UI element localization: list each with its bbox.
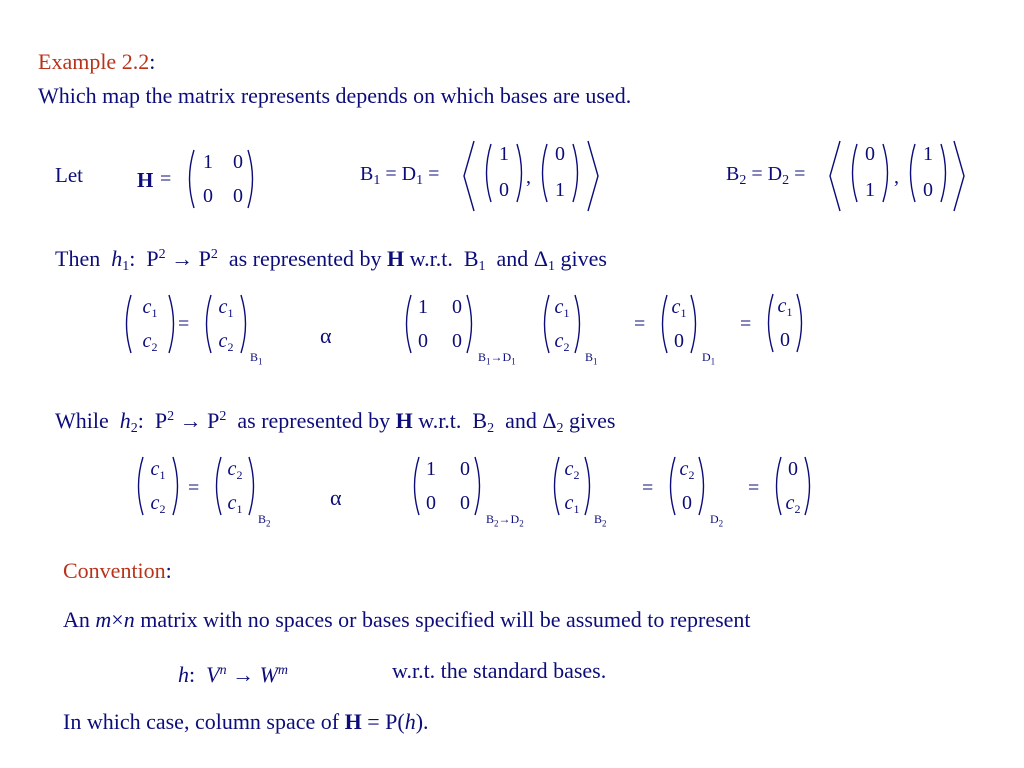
basis-label: $D_2$ bbox=[710, 512, 724, 529]
matrix-cell: $c_1$ bbox=[227, 492, 243, 516]
right-paren-icon bbox=[245, 148, 259, 210]
left-paren-icon bbox=[132, 455, 146, 517]
matrix-cell: $c_1$ bbox=[142, 296, 158, 320]
basis-label: $B_2$ bbox=[258, 512, 271, 529]
matrix-cell: $c_1$ bbox=[150, 458, 166, 482]
delta-symbol: Δ bbox=[542, 408, 557, 433]
let-label: Let bbox=[55, 163, 83, 187]
text: gives bbox=[569, 408, 616, 433]
arrow: → bbox=[232, 662, 255, 687]
D1-sub: 1 bbox=[416, 173, 424, 188]
W-sup: m bbox=[277, 663, 289, 678]
matrix-cell: 0 bbox=[780, 329, 790, 351]
right-paren-icon bbox=[570, 142, 584, 204]
convention-heading bbox=[63, 558, 172, 584]
matrix-cell: 0 bbox=[682, 492, 692, 514]
row2-mid-vector bbox=[210, 455, 260, 517]
right-paren-icon bbox=[464, 293, 478, 355]
arrow: → bbox=[179, 408, 202, 433]
matrix-cell: 0 bbox=[452, 296, 462, 318]
matrix-cell: 0 bbox=[923, 179, 933, 201]
equals-sign: = bbox=[748, 477, 760, 499]
example-colon: : bbox=[149, 49, 156, 74]
matrix-cell: $c_2$ bbox=[679, 458, 695, 482]
equals-sign: = bbox=[428, 163, 440, 185]
row2-result2 bbox=[770, 455, 816, 517]
equals-sign: = bbox=[188, 477, 200, 499]
B-symbol: B bbox=[472, 408, 488, 433]
h-symbol: h bbox=[178, 662, 189, 687]
equals-sign: = bbox=[634, 313, 646, 335]
matrix-cell: 0 bbox=[452, 330, 462, 352]
V-symbol: V bbox=[206, 662, 220, 687]
matrix-cell: $c_2$ bbox=[150, 492, 166, 516]
equals-sign: = bbox=[642, 477, 654, 499]
delta-sub: 1 bbox=[547, 259, 555, 274]
basis2-label bbox=[726, 163, 805, 192]
matrix-cell: 1 bbox=[555, 179, 565, 201]
matrix-cell: 0 bbox=[674, 330, 684, 352]
row1-result2 bbox=[762, 292, 808, 354]
matrix-cell: $c_1$ bbox=[564, 492, 580, 516]
example-title: Example 2.2 bbox=[38, 49, 150, 74]
right-paren-icon bbox=[170, 455, 184, 517]
example-heading bbox=[38, 49, 155, 75]
right-paren-icon bbox=[688, 293, 702, 355]
H-symbol: H bbox=[395, 408, 413, 433]
subtitle: Which map the matrix represents depends on which bases are used. bbox=[38, 83, 632, 108]
B-sub: 1 bbox=[478, 259, 486, 274]
row1-lhs-vector bbox=[120, 293, 180, 355]
matrix-cell: 1 bbox=[923, 143, 933, 165]
row1-mid-vector bbox=[200, 293, 252, 355]
row1-vector bbox=[538, 293, 586, 355]
matrix-cell: 0 bbox=[203, 185, 213, 207]
basis-label: $B_2$ bbox=[594, 512, 607, 529]
basis-label: $B_1$ bbox=[585, 350, 598, 367]
H-matrix bbox=[183, 148, 259, 210]
D2-letter: D bbox=[767, 163, 783, 185]
m-symbol: m bbox=[95, 607, 112, 632]
h-sub: 2 bbox=[130, 421, 138, 436]
colon: : bbox=[137, 408, 144, 433]
convention-colon: : bbox=[165, 558, 172, 583]
matrix-cell: 1 bbox=[865, 179, 875, 201]
P-sup: 2 bbox=[158, 247, 166, 262]
delta-symbol: Δ bbox=[533, 246, 548, 271]
right-angle-icon bbox=[952, 139, 966, 213]
text: An bbox=[63, 607, 90, 632]
equals-sign: = bbox=[794, 163, 806, 185]
right-angle-icon bbox=[586, 139, 600, 213]
alpha-symbol: α bbox=[330, 485, 342, 510]
H-label: H bbox=[137, 168, 154, 192]
W-symbol: W bbox=[259, 662, 278, 687]
P-sup: 2 bbox=[210, 247, 218, 262]
D2-sub: 2 bbox=[782, 173, 790, 188]
comma: , bbox=[894, 166, 899, 188]
matrix-cell: $c_2$ bbox=[227, 458, 243, 482]
map-basis-label: $B_2\to D_2$ bbox=[486, 512, 524, 529]
equals-sign: = bbox=[740, 313, 752, 335]
matrix-cell: 0 bbox=[418, 330, 428, 352]
matrix-cell: 0 bbox=[426, 492, 436, 514]
text: matrix with no spaces or bases specified will be assumed to represent bbox=[140, 607, 751, 632]
while-text: While bbox=[55, 408, 109, 433]
matrix-cell: 1 bbox=[499, 143, 509, 165]
matrix-cell: $c_2$ bbox=[785, 492, 801, 516]
convention-title: Convention bbox=[63, 558, 166, 583]
basis-label: $D_1$ bbox=[702, 350, 716, 367]
matrix-cell: 0 bbox=[460, 458, 470, 480]
convention-line-1 bbox=[63, 607, 751, 633]
h-sub: 1 bbox=[122, 259, 130, 274]
close-paren: ). bbox=[415, 709, 429, 734]
matrix-cell: 0 bbox=[865, 143, 875, 165]
colon: : bbox=[129, 246, 136, 271]
B-symbol: B bbox=[463, 246, 479, 271]
basis1-vector1 bbox=[480, 142, 528, 204]
right-paren-icon bbox=[472, 455, 486, 517]
text: In which case, column space of bbox=[63, 709, 340, 734]
h-symbol: h bbox=[119, 408, 131, 433]
right-paren-icon bbox=[880, 142, 894, 204]
basis1-label bbox=[360, 163, 439, 192]
left-paren-icon bbox=[120, 293, 134, 355]
equals-sign: = bbox=[367, 709, 380, 734]
equals-sign: = bbox=[178, 313, 190, 335]
matrix-cell: 0 bbox=[233, 151, 243, 173]
D1-letter: D bbox=[401, 163, 417, 185]
matrix-cell: 0 bbox=[233, 185, 243, 207]
right-paren-icon bbox=[696, 455, 710, 517]
P-symbol: P( bbox=[385, 709, 405, 734]
matrix-cell: $c_2$ bbox=[554, 330, 570, 354]
P-symbol: P bbox=[146, 246, 159, 271]
H-symbol: H bbox=[387, 246, 405, 271]
matrix-cell: $c_1$ bbox=[554, 296, 570, 320]
P-symbol: P bbox=[198, 246, 211, 271]
map-basis-label: $B_1\to D_1$ bbox=[478, 350, 516, 367]
matrix-cell: $c_1$ bbox=[671, 296, 687, 320]
matrix-cell: 0 bbox=[460, 492, 470, 514]
V-sup: n bbox=[219, 663, 227, 678]
matrix-cell: $c_2$ bbox=[564, 458, 580, 482]
P-symbol: P bbox=[207, 408, 220, 433]
text: gives bbox=[560, 246, 607, 271]
text: and bbox=[505, 408, 537, 433]
matrix-cell: 1 bbox=[418, 296, 428, 318]
row2-lhs-vector bbox=[132, 455, 184, 517]
basis2-vector2 bbox=[904, 142, 952, 204]
equals-sign: = bbox=[385, 163, 397, 185]
convention-line-2-text: w.r.t. the standard bases. bbox=[392, 658, 607, 683]
arrow: → bbox=[171, 246, 194, 271]
row2-H-matrix bbox=[408, 455, 486, 517]
right-paren-icon bbox=[802, 455, 816, 517]
left-angle-icon bbox=[462, 139, 476, 213]
matrix-cell: $c_1$ bbox=[218, 296, 234, 320]
P-sup: 2 bbox=[219, 409, 227, 424]
h-symbol: h bbox=[404, 709, 416, 734]
text: w.r.t. bbox=[418, 408, 462, 433]
equals-sign: = bbox=[751, 163, 763, 185]
matrix-cell: 0 bbox=[499, 179, 509, 201]
row2-result1 bbox=[664, 455, 710, 517]
right-paren-icon bbox=[572, 293, 586, 355]
B2-sub: 2 bbox=[739, 173, 747, 188]
equals-sign: = bbox=[160, 168, 172, 190]
text: w.r.t. bbox=[409, 246, 453, 271]
H-symbol: H bbox=[344, 709, 362, 734]
text: and bbox=[496, 246, 529, 271]
text: as represented by bbox=[237, 408, 391, 433]
matrix-cell: $c_2$ bbox=[142, 330, 158, 354]
basis2-vector1 bbox=[846, 142, 894, 204]
n-symbol: n bbox=[123, 607, 135, 632]
matrix-cell: $c_1$ bbox=[777, 295, 793, 319]
B1-letter: B bbox=[360, 163, 374, 185]
matrix-cell: 0 bbox=[788, 458, 798, 480]
P-sup: 2 bbox=[167, 409, 175, 424]
B1-sub: 1 bbox=[373, 173, 381, 188]
text: as represented by bbox=[228, 246, 382, 271]
basis-label: $B_1$ bbox=[250, 350, 263, 367]
right-paren-icon bbox=[794, 292, 808, 354]
left-paren-icon bbox=[200, 293, 214, 355]
while-line bbox=[55, 404, 615, 442]
right-paren-icon bbox=[938, 142, 952, 204]
h-symbol: h bbox=[111, 246, 123, 271]
convention-line-2-map bbox=[178, 658, 288, 688]
right-paren-icon bbox=[238, 293, 252, 355]
row1-result1 bbox=[656, 293, 702, 355]
matrix-cell: 1 bbox=[203, 151, 213, 173]
right-paren-icon bbox=[582, 455, 596, 517]
delta-sub: 2 bbox=[556, 421, 564, 436]
comma: , bbox=[526, 166, 531, 188]
then-text: Then bbox=[55, 246, 101, 271]
B-sub: 2 bbox=[487, 421, 495, 436]
row2-vector bbox=[548, 455, 596, 517]
row1-H-matrix bbox=[400, 293, 478, 355]
alpha-symbol: α bbox=[320, 323, 332, 348]
colon: : bbox=[189, 662, 196, 687]
basis1-vector2 bbox=[536, 142, 584, 204]
then-line bbox=[55, 242, 607, 280]
P-symbol: P bbox=[154, 408, 168, 433]
left-angle-icon bbox=[828, 139, 842, 213]
B2-letter: B bbox=[726, 163, 740, 185]
matrix-cell: 1 bbox=[426, 458, 436, 480]
matrix-cell: $c_2$ bbox=[218, 330, 234, 354]
matrix-cell: 0 bbox=[555, 143, 565, 165]
times-symbol: × bbox=[111, 607, 124, 632]
right-paren-icon bbox=[246, 455, 260, 517]
convention-line-3 bbox=[63, 709, 429, 735]
